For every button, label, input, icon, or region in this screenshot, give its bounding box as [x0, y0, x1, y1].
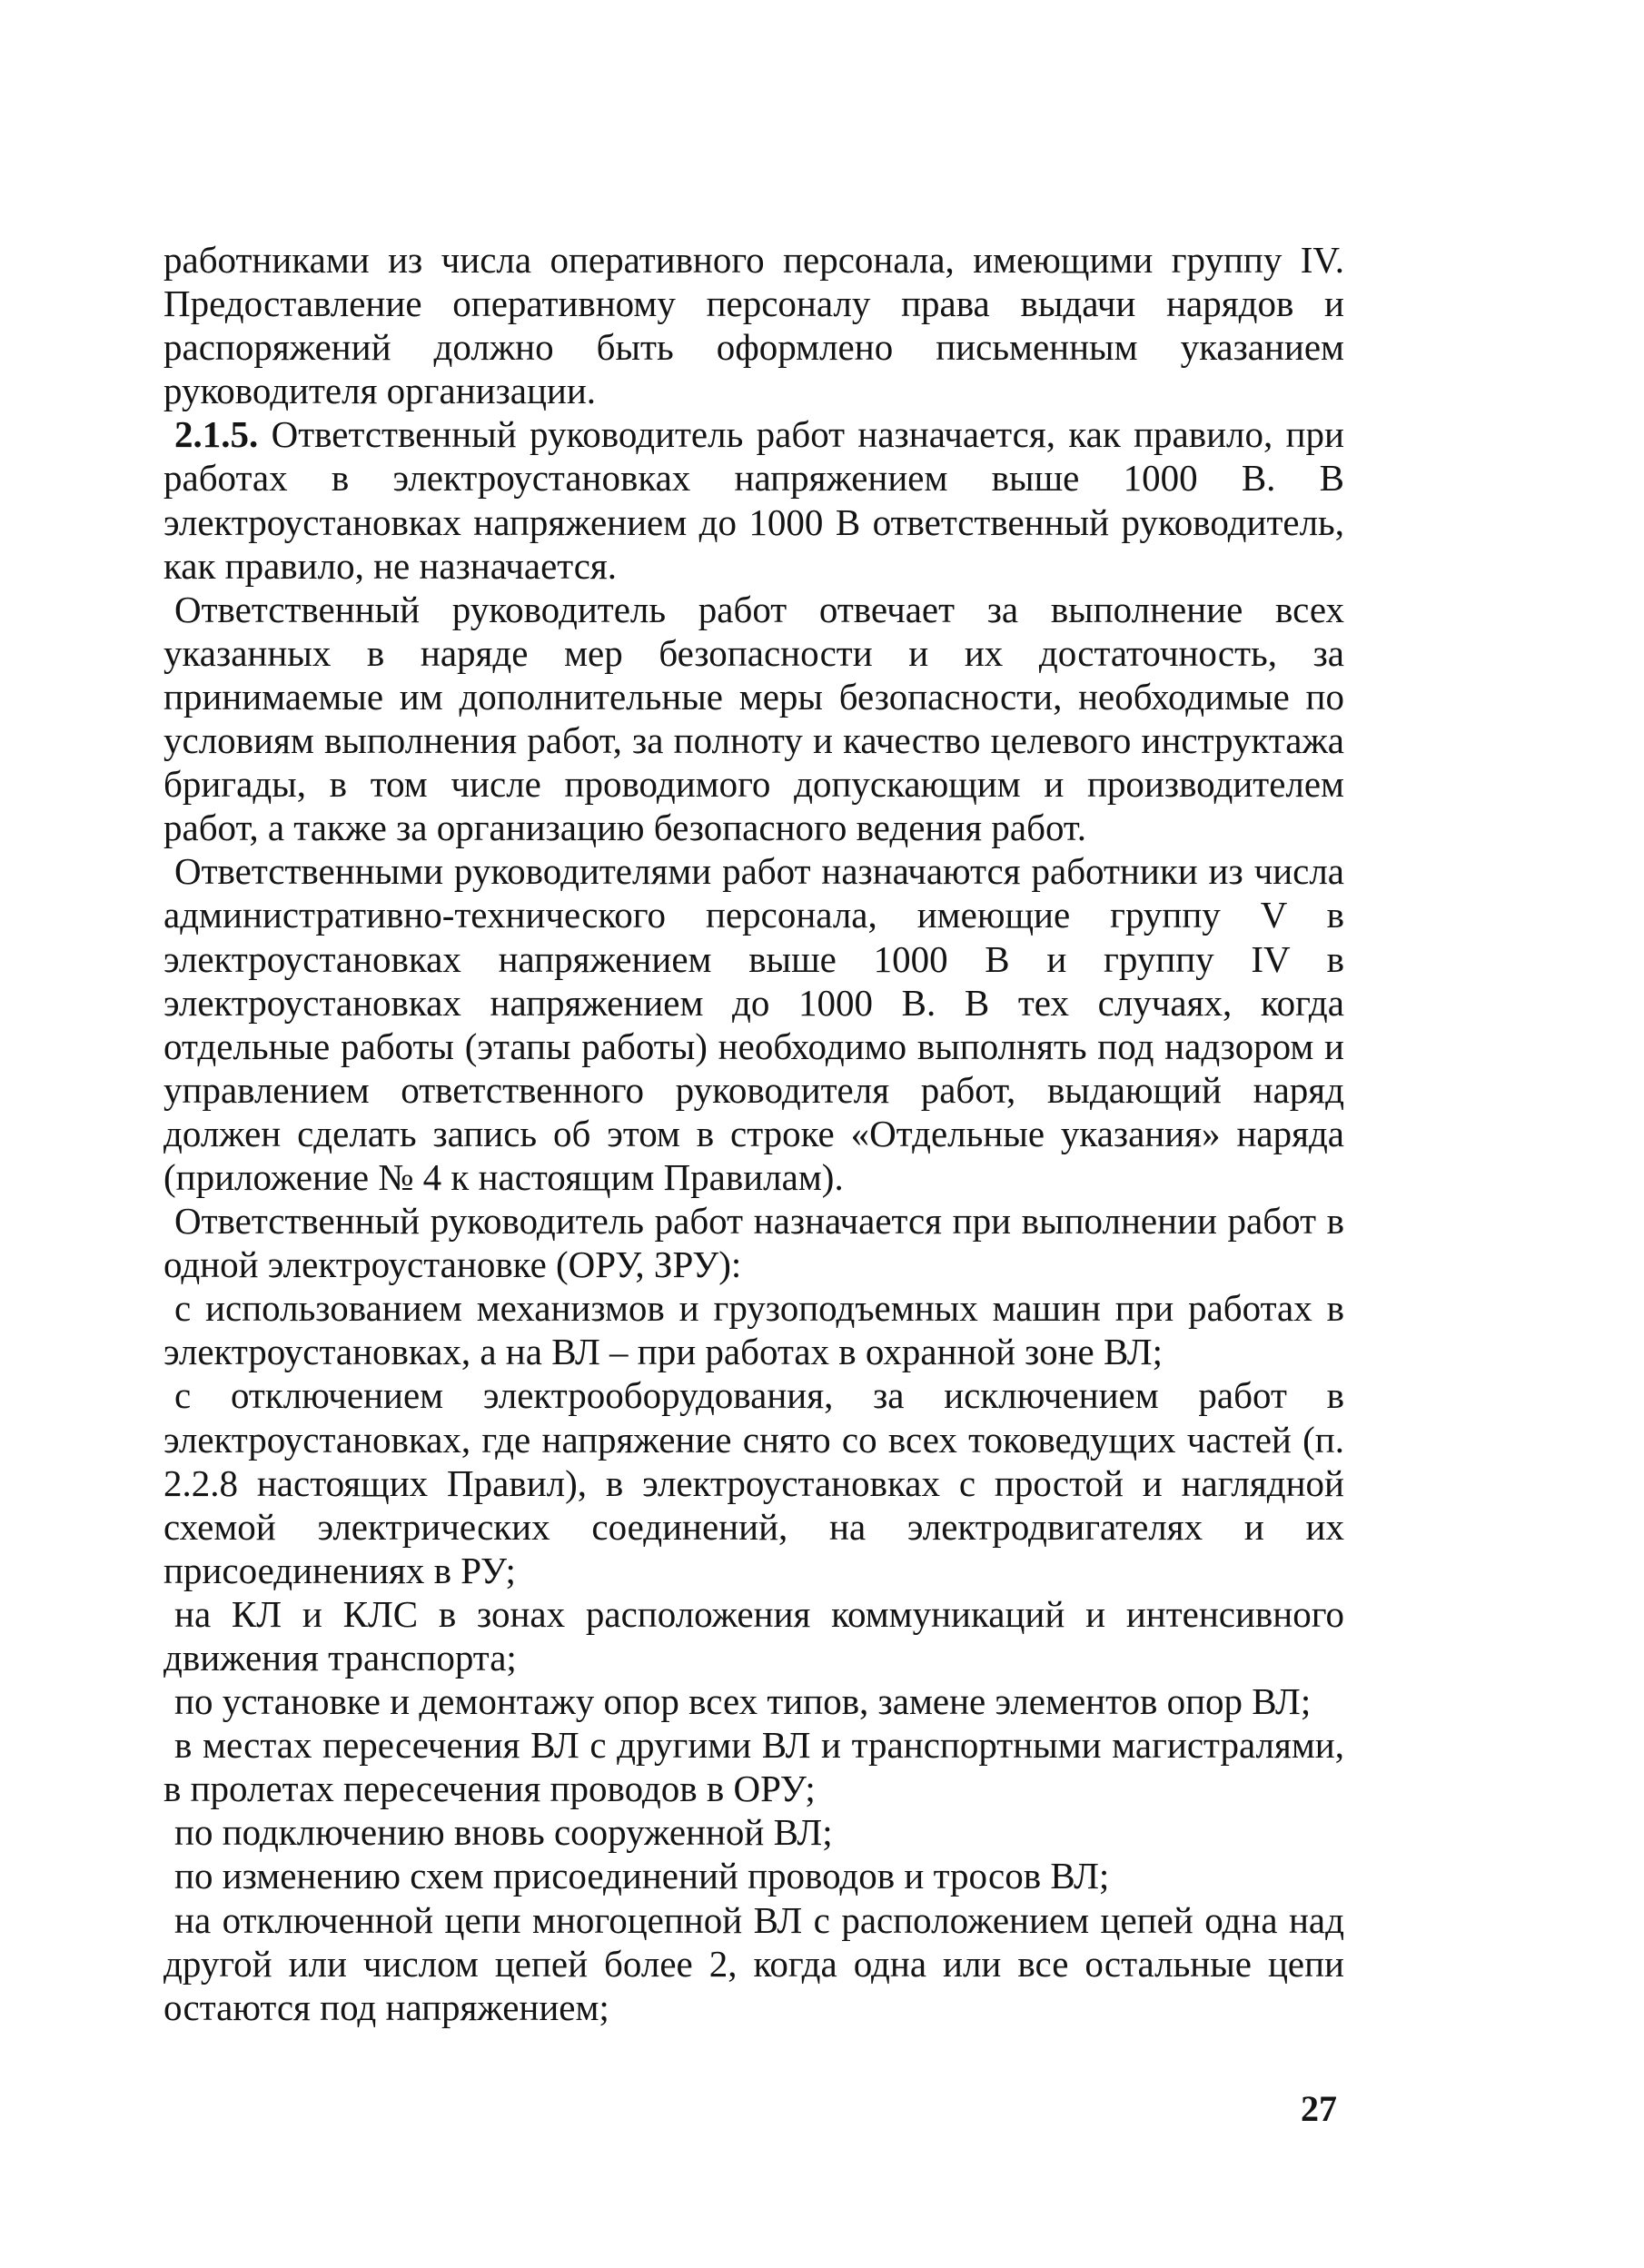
paragraph-text: по установке и демонтажу опор всех типов, замене элементов опор ВЛ;	[174, 1680, 1312, 1723]
list-item	[163, 1854, 1344, 1897]
body-text	[163, 238, 1344, 2029]
paragraph-text: Ответственными руководителями работ назначаются работники из числа административно-технического персонала, имеющие группу V в электроустановках напряжением выше 1000 В и группу IV в электроустановках напряжением до 1000 В. В тех случаях, когда отдельные работы (этапы работы) необходимо выполнять под надзором и управлением ответственного руководителя работ, выдающий наряд должен сделать запись об этом в строке «Отдельные указания» наряда (приложение № 4 к настоящим Правилам).	[163, 850, 1344, 1198]
paragraph-text: по подключению вновь сооруженной ВЛ;	[174, 1811, 833, 1854]
section-number: 2.1.5.	[174, 413, 259, 456]
list-item	[163, 1898, 1344, 2029]
page-number: 27	[1301, 2088, 1337, 2129]
paragraph-2-1-5	[163, 412, 1344, 587]
list-item	[163, 1723, 1344, 1810]
paragraph-appointment	[163, 849, 1344, 1199]
list-item	[163, 1286, 1344, 1373]
paragraph-cases-intro	[163, 1199, 1344, 1286]
paragraph-text: на КЛ и КЛС в зонах расположения коммуникаций и интенсивного движения транспорта;	[163, 1592, 1344, 1679]
paragraph-text: Ответственный руководитель работ отвечает за выполнение всех указанных в наряде мер безопасности и их достаточность, за принимаемые им дополнительные меры безопасности, необходимые по условиям выполнения работ, за полноту и качество целевого инструктажа бригады, в том числе проводимого допускающим и производителем работ, а также за организацию безопасного ведения работ.	[163, 588, 1344, 849]
list-item	[163, 1373, 1344, 1591]
paragraph-text: Ответственный руководитель работ назначается, как правило, при работах в электроустановках напряжением выше 1000 В. В электроустановках напряжением до 1000 В ответственный руководитель, как правило, не назначается.	[163, 413, 1344, 587]
paragraph-text: с использованием механизмов и грузоподъемных машин при работах в электроустановках, а на ВЛ – при работах в охранной зоне ВЛ;	[163, 1287, 1344, 1373]
paragraph-text: по изменению схем присоединений проводов и тросов ВЛ;	[174, 1855, 1110, 1897]
paragraph-text: Ответственный руководитель работ назначается при выполнении работ в одной электроустановке (ОРУ, ЗРУ):	[163, 1200, 1344, 1286]
list-item	[163, 1592, 1344, 1679]
paragraph-text: в местах пересечения ВЛ с другими ВЛ и транспортными магистралями, в пролетах пересечения проводов в ОРУ;	[163, 1724, 1344, 1810]
list-item	[163, 1810, 1344, 1854]
list-item	[163, 1679, 1344, 1723]
paragraph-text: с отключением электрооборудования, за исключением работ в электроустановках, где напряжение снято со всех токоведущих частей (п. 2.2.8 настоящих Правил), в электроустановках с простой и наглядной схемой электрических соединений, на электродвигателях и их присоединениях в РУ;	[163, 1374, 1344, 1591]
paragraph-responsibilities	[163, 588, 1344, 850]
paragraph-text: работниками из числа оперативного персонала, имеющими группу IV. Предоставление оперативному персоналу права выдачи нарядов и распоряжений должно быть оформлено письменным указанием руководителя организации.	[163, 239, 1344, 412]
paragraph-text: на отключенной цепи многоцепной ВЛ с расположением цепей одна над другой или числом цепей более 2, когда одна или все остальные цепи остаются под напряжением;	[163, 1898, 1344, 2028]
paragraph-continuation	[163, 238, 1344, 412]
